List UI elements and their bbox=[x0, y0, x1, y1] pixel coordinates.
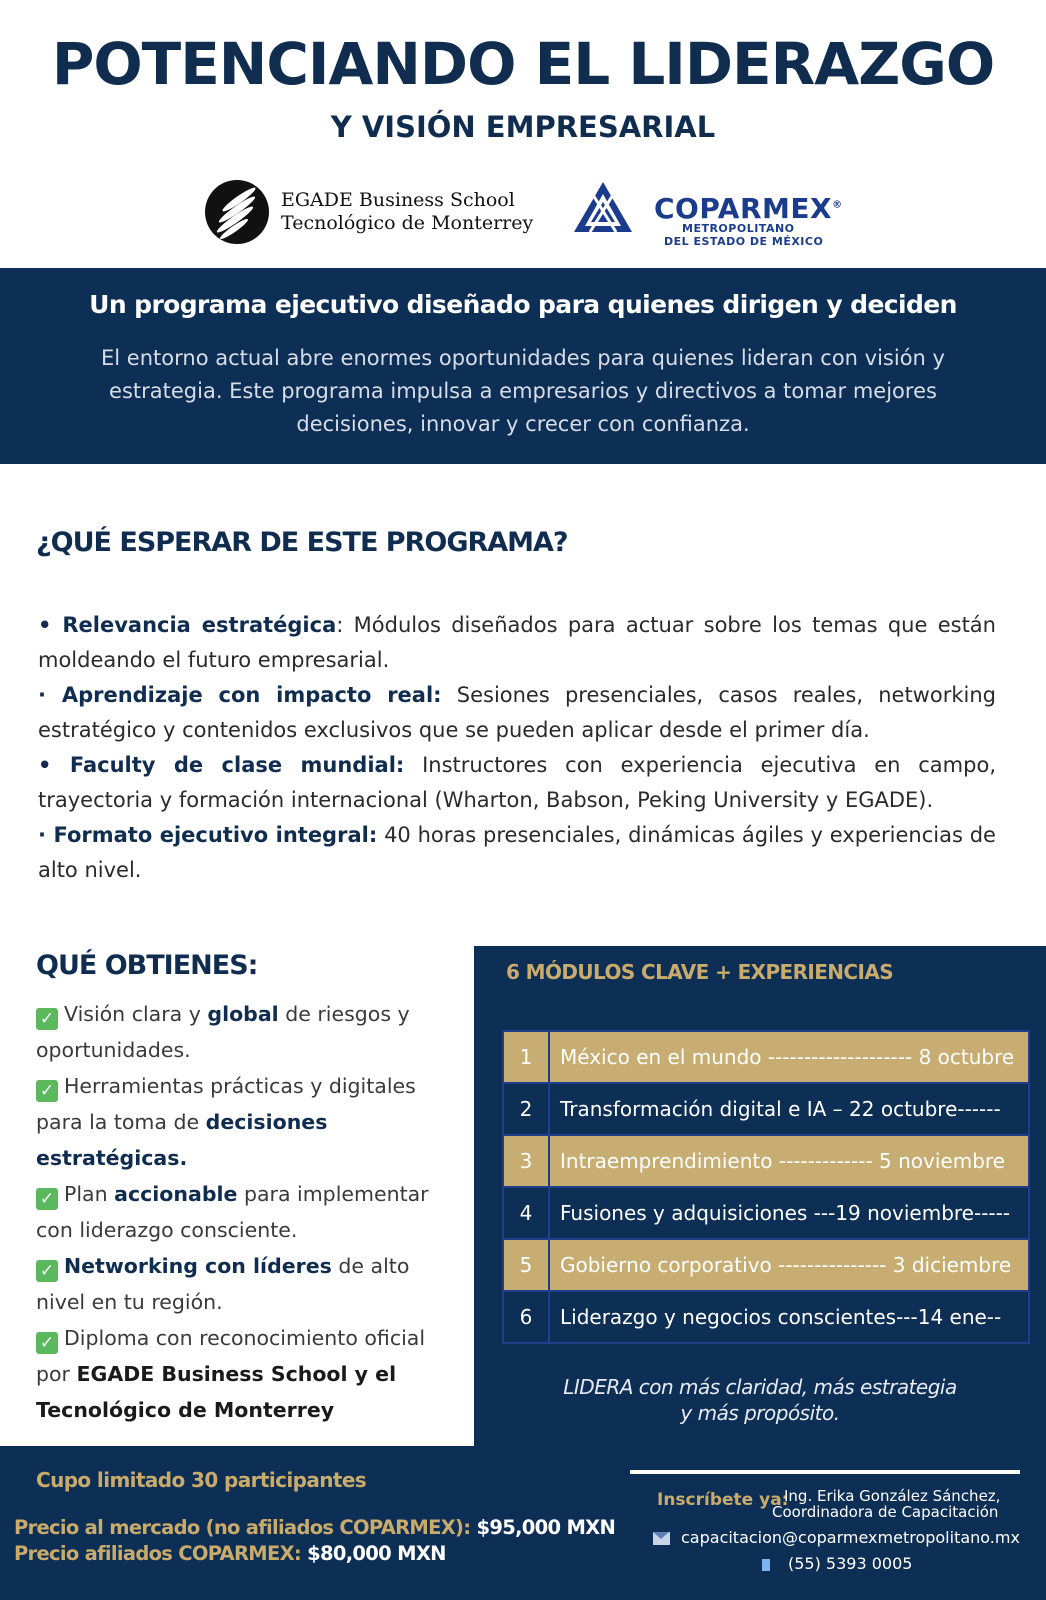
benefit-highlight: global bbox=[207, 1002, 279, 1026]
price-member-label: Precio afiliados COPARMEX: bbox=[14, 1542, 308, 1565]
module-row bbox=[503, 1083, 1029, 1135]
expect-item-label: Relevancia estratégica bbox=[62, 613, 337, 637]
price-market-value: $95,000 MXN bbox=[476, 1516, 616, 1539]
module-number: 2 bbox=[503, 1083, 549, 1135]
benefits-list bbox=[36, 996, 456, 1428]
banner-body: El entorno actual abre enormes oportunidades para quienes lideran con visión y estrategia. Este programa impulsa a empresarios y directivos a tomar mejores decisiones, innovar y crecer con confianza. bbox=[101, 346, 945, 436]
module-number: 1 bbox=[503, 1031, 549, 1083]
expect-list bbox=[38, 608, 996, 888]
expect-item bbox=[38, 678, 996, 748]
registered-mark: ® bbox=[832, 199, 843, 211]
expect-item-label: Formato ejecutivo integral: bbox=[53, 823, 378, 847]
coparmex-logo-name: COPARMEX bbox=[654, 192, 833, 225]
expect-item bbox=[38, 818, 996, 888]
expect-item-text: Instructores con experiencia ejecutiva en campo, trayectoria y formación internacional (Wharton, Babson, Peking University y EGADE). bbox=[38, 753, 996, 812]
benefit-item bbox=[36, 1248, 456, 1320]
coparmex-logo-line2: DEL ESTADO DE MÉXICO bbox=[664, 235, 824, 248]
modules-title: 6 MÓDULOS CLAVE + EXPERIENCIAS bbox=[506, 960, 894, 984]
benefit-highlight: accionable bbox=[114, 1182, 238, 1206]
benefit-text: de alto nivel en tu región. bbox=[36, 1254, 410, 1314]
page-subtitle: Y VISIÓN EMPRESARIAL bbox=[330, 110, 716, 144]
module-number: 6 bbox=[503, 1291, 549, 1343]
benefit-text: Plan bbox=[64, 1182, 115, 1206]
bullet: · bbox=[38, 683, 62, 707]
expect-item-label: Aprendizaje con impacto real: bbox=[61, 683, 442, 707]
check-icon: ✓ bbox=[36, 1080, 58, 1102]
banner-title: Un programa ejecutivo diseñado para quienes dirigen y deciden bbox=[89, 290, 957, 319]
contact-name: Ing. Erika González Sánchez, bbox=[784, 1487, 1001, 1505]
header bbox=[0, 0, 1046, 266]
benefits-panel bbox=[0, 940, 474, 1446]
bullet: • bbox=[38, 613, 63, 637]
check-icon: ✓ bbox=[36, 1332, 58, 1354]
separator bbox=[442, 683, 457, 707]
module-label: Intraemprendimiento ------------- 5 noviembre bbox=[549, 1135, 1029, 1187]
benefit-text: para implementar con liderazgo consciente. bbox=[36, 1182, 429, 1242]
price-member-value: $80,000 MXN bbox=[307, 1542, 446, 1565]
intro-banner bbox=[0, 268, 1046, 464]
check-icon: ✓ bbox=[36, 1260, 58, 1282]
price-member bbox=[14, 1542, 446, 1565]
benefit-item bbox=[36, 1176, 456, 1248]
contact-email[interactable]: capacitacion@coparmexmetropolitano.mx bbox=[681, 1528, 1020, 1547]
expect-item-text: Sesiones presenciales, casos reales, networking estratégico y contenidos exclusivos que se pueden aplicar desde el primer día. bbox=[38, 683, 996, 742]
phone-icon bbox=[762, 1559, 770, 1571]
tagline-line2: y más propósito. bbox=[680, 1401, 840, 1425]
module-label: Gobierno corporativo --------------- 3 diciembre bbox=[549, 1239, 1029, 1291]
expect-item-text: Módulos diseñados para actuar sobre los temas que están moldeando el futuro empresarial. bbox=[38, 613, 996, 672]
module-row bbox=[503, 1239, 1029, 1291]
benefit-text: Herramientas prácticas y digitales para la toma de bbox=[36, 1074, 416, 1134]
divider bbox=[630, 1470, 1020, 1474]
modules-table bbox=[502, 1030, 1030, 1344]
benefit-text: de riesgos y oportunidades. bbox=[36, 1002, 410, 1062]
module-row bbox=[503, 1187, 1029, 1239]
module-row bbox=[503, 1031, 1029, 1083]
price-market-label: Precio al mercado (no afiliados COPARMEX): bbox=[14, 1516, 477, 1539]
egade-logo bbox=[205, 180, 533, 244]
expect-item-label: Faculty de clase mundial: bbox=[69, 753, 405, 777]
separator bbox=[404, 753, 422, 777]
check-icon: ✓ bbox=[36, 1008, 58, 1030]
expect-item bbox=[38, 608, 996, 678]
tagline bbox=[474, 1374, 1046, 1426]
module-label: Transformación digital e IA – 22 octubre------ bbox=[549, 1083, 1029, 1135]
page-title: POTENCIANDO EL LIDERAZGO bbox=[51, 30, 995, 98]
module-number: 3 bbox=[503, 1135, 549, 1187]
tagline-line1: LIDERA con más claridad, más estrategia bbox=[563, 1375, 957, 1399]
contact-role: Coordinadora de Capacitación bbox=[772, 1503, 999, 1521]
expect-section-title: ¿QUÉ ESPERAR DE ESTE PROGRAMA? bbox=[36, 527, 568, 558]
signup-label: Inscríbete ya: bbox=[657, 1490, 789, 1510]
bullet: · bbox=[38, 823, 54, 847]
module-number: 4 bbox=[503, 1187, 549, 1239]
modules-panel bbox=[474, 946, 1046, 1446]
egade-emblem-icon bbox=[205, 180, 269, 244]
module-label: Fusiones y adquisiciones ---19 noviembre----- bbox=[549, 1187, 1029, 1239]
check-icon: ✓ bbox=[36, 1188, 58, 1210]
benefit-text: Diploma con reconocimiento oficial por bbox=[36, 1326, 426, 1386]
benefit-highlight: Networking con líderes bbox=[64, 1254, 332, 1278]
module-row bbox=[503, 1135, 1029, 1187]
module-label: México en el mundo -------------------- 8 octubre bbox=[549, 1031, 1029, 1083]
module-label: Liderazgo y negocios conscientes---14 ene-- bbox=[549, 1291, 1029, 1343]
expect-item bbox=[38, 748, 996, 818]
benefits-title: QUÉ OBTIENES: bbox=[36, 950, 258, 981]
egade-logo-line2: Tecnológico de Monterrey bbox=[281, 212, 534, 234]
egade-logo-line1: EGADE Business School bbox=[281, 189, 515, 211]
benefit-item bbox=[36, 1320, 456, 1428]
mail-icon bbox=[653, 1532, 670, 1545]
separator: : bbox=[336, 613, 354, 637]
coparmex-logo-line1: METROPOLITANO bbox=[682, 222, 795, 235]
benefit-highlight: EGADE Business School y el Tecnológico de Monterrey bbox=[36, 1362, 397, 1422]
capacity-note: Cupo limitado 30 participantes bbox=[36, 1468, 367, 1492]
module-row bbox=[503, 1291, 1029, 1343]
benefit-highlight: decisiones estratégicas. bbox=[36, 1110, 328, 1170]
expect-item-text: 40 horas presenciales, dinámicas ágiles y experiencias de alto nivel. bbox=[38, 823, 996, 882]
footer bbox=[0, 1446, 1046, 1600]
benefit-item bbox=[36, 1068, 456, 1176]
module-number: 5 bbox=[503, 1239, 549, 1291]
benefit-item bbox=[36, 996, 456, 1068]
benefit-text: Visión clara y bbox=[64, 1002, 208, 1026]
contact-phone[interactable]: (55) 5393 0005 bbox=[788, 1554, 913, 1573]
contact-block bbox=[772, 1488, 1017, 1520]
coparmex-emblem-icon bbox=[572, 180, 634, 234]
bullet: • bbox=[38, 753, 70, 777]
price-market bbox=[14, 1516, 615, 1539]
